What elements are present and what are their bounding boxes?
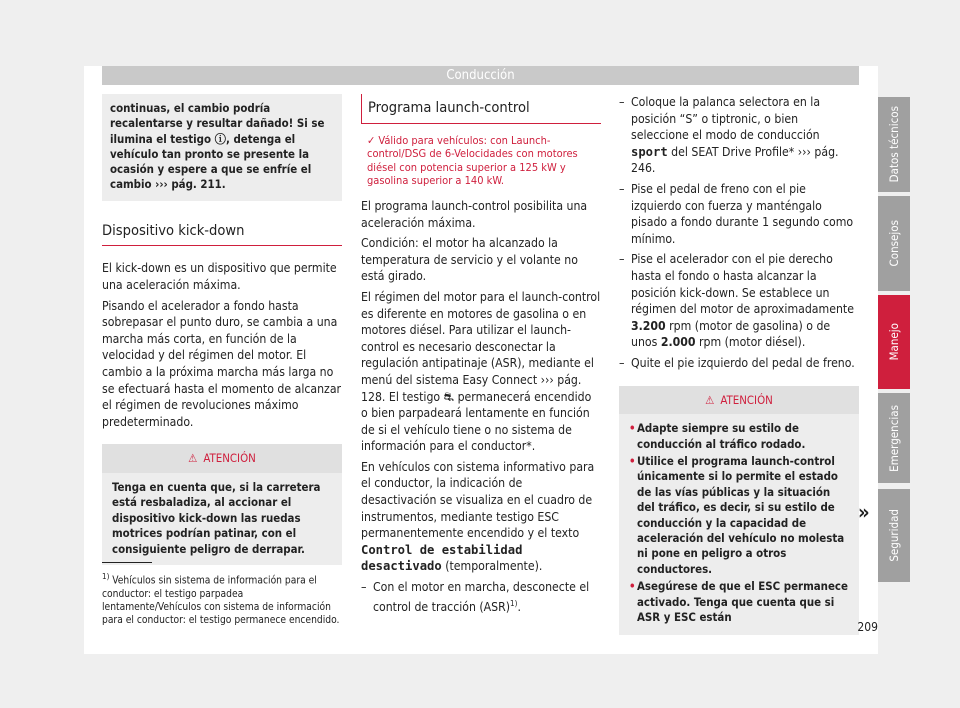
warning-title: ATENCIÓN bbox=[720, 392, 773, 407]
tab-label: Emergencias bbox=[887, 404, 901, 472]
column-3 bbox=[619, 94, 859, 635]
list-item bbox=[619, 94, 859, 177]
bullet-item bbox=[629, 421, 849, 452]
list-item: – Quite el pie izquierdo del pedal de freno. bbox=[619, 355, 859, 372]
text: del SEAT Drive Profile* ››› pág. 246. bbox=[631, 144, 839, 176]
paragraph: Condición: el motor ha alcanzado la temperatura de servicio y el volante no está girado. bbox=[361, 236, 578, 284]
list-item bbox=[619, 251, 859, 351]
text: . bbox=[517, 599, 521, 614]
tab-seguridad[interactable] bbox=[878, 489, 910, 582]
paragraph: El programa launch-control posibilita una aceleración máxima. bbox=[361, 198, 588, 230]
warning-continuation: continuas, el cambio podría recalentarse y resultar dañado! Si se ilumina el testigo ⓘ, detenga el vehículo tan pronto se presente la ocasión y espere a que se enfríe el cambio ››› pág. 211. bbox=[102, 94, 342, 201]
text: rpm (motor diésel). bbox=[695, 335, 806, 350]
text: (temporalmente). bbox=[441, 559, 543, 574]
bullet-item bbox=[629, 579, 849, 625]
tab-label: Consejos bbox=[887, 220, 901, 267]
footnote-text: Vehículos sin sistema de información para el conductor: el testigo parpadea lentamente/Vehículos con sistema de información para el conductor: el testigo permanece encendido. bbox=[102, 575, 340, 627]
display-text: Control de estabilidad desactivado bbox=[361, 542, 523, 574]
text: Coloque la palanca selectora en la posición “S” o tiptronic, o bien seleccione el modo de conducción bbox=[631, 95, 821, 143]
page-header: Conducción bbox=[102, 66, 859, 85]
tab-label: Datos técnicos bbox=[887, 106, 901, 183]
footnote-mark: 1) bbox=[102, 572, 110, 581]
column-2 bbox=[361, 94, 601, 619]
warning-title: ATENCIÓN bbox=[203, 451, 256, 466]
display-text: sport bbox=[631, 144, 668, 159]
text: Adapte siempre su estilo de conducción al tráfico rodado. bbox=[637, 421, 806, 451]
column-1 bbox=[102, 94, 342, 565]
paragraph: El régimen del motor para el launch-control es diferente en motores de gasolina o en motores diésel. Para utilizar el launch-control es necesario desconectar la regulación antipatinaje (ASR), mediante el menú del sistema Easy Connect ››› pág. 128. El testigo ⛐ permanecerá encendido o bien parpadeará lentamente en función de si el vehículo tiene o no sistema de información para el conductor*. bbox=[361, 289, 601, 454]
warning-triangle-icon: ⚠ bbox=[188, 451, 198, 466]
bullet-item bbox=[629, 454, 849, 577]
paragraph: El kick-down es un dispositivo que permite una aceleración máxima. bbox=[102, 261, 337, 292]
warning-triangle-icon: ⚠ bbox=[705, 392, 715, 407]
paragraph bbox=[361, 459, 601, 575]
text: Con el motor en marcha, desconecte el control de tracción (ASR) bbox=[373, 580, 590, 614]
value: 3.200 bbox=[631, 318, 666, 333]
warning-body: Tenga en cuenta que, si la carretera está resbaladiza, al accionar el dispositivo kick-down las ruedas motrices podrían patinar, con el consiguiente peligro de derrapar. bbox=[102, 473, 342, 565]
paragraph: Pisando el acelerador a fondo hasta sobrepasar el punto duro, se cambia a una marcha más corta, en función de la velocidad y del régimen del motor. El cambio a la próxima marcha más larga no se efectuará hasta el momento de alcanzar el régimen de revoluciones máximo predeterminado. bbox=[102, 298, 342, 429]
text: rpm (motor de gasolina) o de unos bbox=[631, 318, 831, 350]
continue-arrow-icon: » bbox=[858, 500, 870, 524]
tab-emergencias[interactable] bbox=[878, 393, 910, 483]
bullet-icon: • bbox=[629, 421, 636, 436]
tab-consejos[interactable] bbox=[878, 196, 910, 291]
footnote bbox=[102, 570, 342, 628]
warning-body bbox=[619, 414, 859, 635]
text: Utilice el programa launch-control únicamente si lo permite el estado de las vías públicas y la situación del tráfico, es decir, si su estilo de conducción y la capacidad de aceleración del vehículo no molesta ni pone en peligro a otros conductores. bbox=[637, 453, 845, 576]
list-item: – Pise el pedal de freno con el pie izquierdo con fuerza y manténgalo pisado a fondo durante 1 segundo como mínimo. bbox=[619, 181, 859, 247]
footnote-ref: 1) bbox=[510, 598, 518, 608]
bullet-icon: • bbox=[629, 453, 636, 468]
value: 2.000 bbox=[660, 335, 696, 350]
tab-label: Manejo bbox=[887, 323, 901, 361]
section-title-launch-control: Programa launch-control bbox=[361, 94, 601, 124]
section-title-kickdown: Dispositivo kick-down bbox=[102, 223, 342, 247]
text: Asegúrese de que el ESC permanece activado. Tenga que cuenta que si ASR y ESC están bbox=[637, 579, 848, 624]
text: Pise el acelerador con el pie derecho hasta el fondo o hasta alcanzar la posición kick-down. Se establece un régimen del motor de aproximadamente bbox=[631, 252, 854, 317]
bullet-icon: • bbox=[629, 579, 636, 594]
tab-label: Seguridad bbox=[887, 509, 901, 562]
warning-box bbox=[619, 386, 859, 636]
text: En vehículos con sistema informativo para el conductor, la indicación de desactivación se visualiza en el cuadro de instrumentos, mediante testigo ESC permanentemente encendido y el texto bbox=[361, 459, 595, 541]
tab-manejo[interactable] bbox=[878, 295, 910, 389]
page-number: 209 bbox=[857, 620, 878, 634]
warning-header bbox=[619, 386, 859, 415]
warning-header bbox=[102, 444, 342, 473]
list-item bbox=[361, 579, 601, 615]
tab-datos-tecnicos[interactable] bbox=[878, 97, 910, 192]
warning-box bbox=[102, 444, 342, 565]
footnote-divider bbox=[102, 562, 152, 563]
validity-note: ✓ Válido para vehículos: con Launch-control/DSG de 6-Velocidades con motores diésel con potencia superior a 125 kW y gasolina superior a 140 kW. bbox=[367, 133, 578, 188]
